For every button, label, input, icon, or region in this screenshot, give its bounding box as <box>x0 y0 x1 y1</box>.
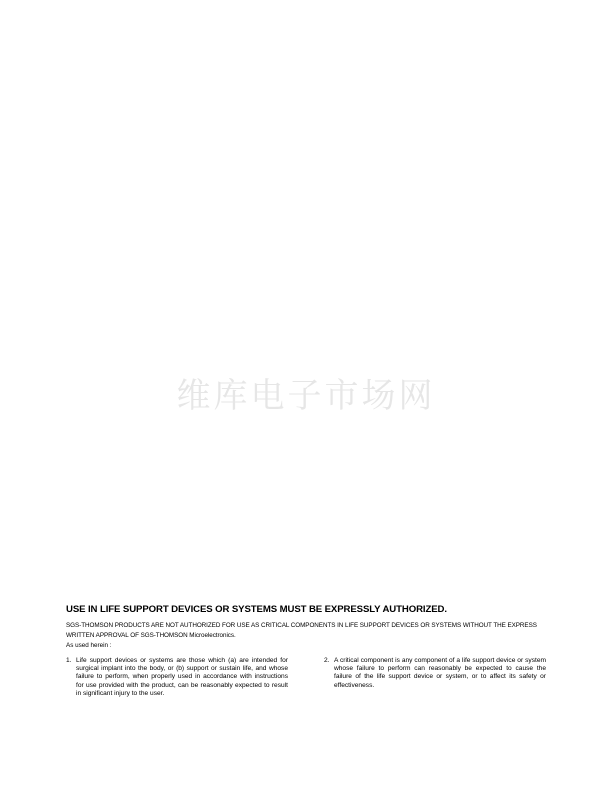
item-text: A critical component is any component of a life support device or system whose failure to perform can reasonably be expected to cause the failure of the life support device or system, or to affect its safety or effectiveness. <box>334 657 546 689</box>
definitions-list <box>66 657 546 698</box>
item-text: Life support devices or systems are those which (a) are intended for surgical implant into the body, or (b) support or sustain life, and whose failure to perform, when properly used in accordance with instructions for use provided with the product, can be reasonably expected to result in significant injury to the user. <box>76 657 288 697</box>
watermark-text: 维库电子市场网 <box>176 376 436 416</box>
definition-item <box>66 657 288 698</box>
item-number: 2. <box>324 657 330 664</box>
notice-title: USE IN LIFE SUPPORT DEVICES OR SYSTEMS MUST BE EXPRESSLY AUTHORIZED. <box>66 604 447 615</box>
life-support-notice <box>66 604 546 698</box>
notice-body: SGS-THOMSON PRODUCTS ARE NOT AUTHORIZED FOR USE AS CRITICAL COMPONENTS IN LIFE SUPPORT DEVICES OR SYSTEMS WITHOUT THE EXPRESS WRITTEN APPROVAL OF SGS-THOMSON Microelectronics. <box>66 622 537 639</box>
item-number: 1. <box>66 657 72 664</box>
as-used-herein: As used herein : <box>66 642 112 649</box>
definition-item <box>324 657 546 698</box>
